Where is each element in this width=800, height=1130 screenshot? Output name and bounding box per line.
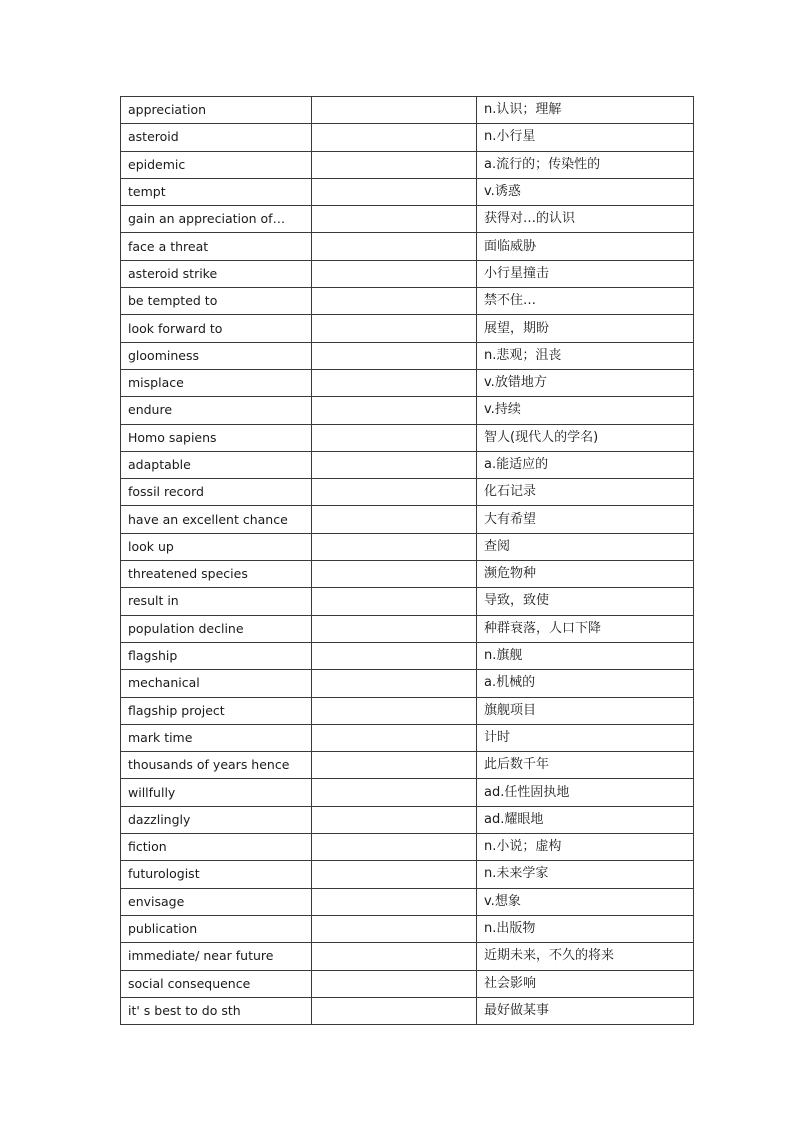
term-cell: look forward to <box>121 315 312 342</box>
table-row <box>121 970 694 997</box>
blank-cell <box>312 342 477 369</box>
definition-cell: 展望，期盼 <box>477 315 694 342</box>
table-row <box>121 206 694 233</box>
table-row <box>121 97 694 124</box>
term-cell: be tempted to <box>121 288 312 315</box>
table-row <box>121 342 694 369</box>
blank-cell <box>312 315 477 342</box>
definition-cell: v.诱惑 <box>477 178 694 205</box>
term-cell: flagship <box>121 642 312 669</box>
term-cell: appreciation <box>121 97 312 124</box>
term-cell: Homo sapiens <box>121 424 312 451</box>
term-cell: misplace <box>121 369 312 396</box>
table-row <box>121 479 694 506</box>
blank-cell <box>312 697 477 724</box>
definition-cell: 近期未来，不久的将来 <box>477 943 694 970</box>
definition-cell: 大有希望 <box>477 506 694 533</box>
table-row <box>121 178 694 205</box>
blank-cell <box>312 943 477 970</box>
table-row <box>121 834 694 861</box>
blank-cell <box>312 233 477 260</box>
definition-cell: n.悲观；沮丧 <box>477 342 694 369</box>
term-cell: adaptable <box>121 451 312 478</box>
definition-cell: a.流行的；传染性的 <box>477 151 694 178</box>
definition-cell: v.想象 <box>477 888 694 915</box>
blank-cell <box>312 615 477 642</box>
blank-cell <box>312 479 477 506</box>
definition-cell: 旗舰项目 <box>477 697 694 724</box>
definition-cell: n.小行星 <box>477 124 694 151</box>
blank-cell <box>312 424 477 451</box>
blank-cell <box>312 915 477 942</box>
table-row <box>121 288 694 315</box>
blank-cell <box>312 206 477 233</box>
term-cell: threatened species <box>121 561 312 588</box>
term-cell: immediate/ near future <box>121 943 312 970</box>
term-cell: flagship project <box>121 697 312 724</box>
vocabulary-table-body <box>121 97 694 1025</box>
definition-cell: 智人(现代人的学名) <box>477 424 694 451</box>
term-cell: dazzlingly <box>121 806 312 833</box>
table-row <box>121 533 694 560</box>
definition-cell: 濒危物种 <box>477 561 694 588</box>
definition-cell: 面临威胁 <box>477 233 694 260</box>
term-cell: face a threat <box>121 233 312 260</box>
definition-cell: ad.耀眼地 <box>477 806 694 833</box>
table-row <box>121 151 694 178</box>
table-row <box>121 888 694 915</box>
table-row <box>121 915 694 942</box>
table-row <box>121 943 694 970</box>
definition-cell: 禁不住… <box>477 288 694 315</box>
term-cell: fossil record <box>121 479 312 506</box>
definition-cell: 获得对…的认识 <box>477 206 694 233</box>
term-cell: mechanical <box>121 670 312 697</box>
term-cell: futurologist <box>121 861 312 888</box>
definition-cell: n.未来学家 <box>477 861 694 888</box>
term-cell: result in <box>121 588 312 615</box>
term-cell: look up <box>121 533 312 560</box>
definition-cell: 最好做某事 <box>477 997 694 1024</box>
blank-cell <box>312 997 477 1024</box>
definition-cell: v.持续 <box>477 397 694 424</box>
table-row <box>121 724 694 751</box>
definition-cell: n.小说；虚构 <box>477 834 694 861</box>
table-row <box>121 779 694 806</box>
blank-cell <box>312 369 477 396</box>
table-row <box>121 124 694 151</box>
definition-cell: 化石记录 <box>477 479 694 506</box>
blank-cell <box>312 861 477 888</box>
blank-cell <box>312 561 477 588</box>
table-row <box>121 997 694 1024</box>
table-row <box>121 642 694 669</box>
table-row <box>121 260 694 287</box>
blank-cell <box>312 724 477 751</box>
blank-cell <box>312 588 477 615</box>
blank-cell <box>312 397 477 424</box>
blank-cell <box>312 97 477 124</box>
table-row <box>121 315 694 342</box>
term-cell: endure <box>121 397 312 424</box>
definition-cell: 此后数千年 <box>477 752 694 779</box>
blank-cell <box>312 834 477 861</box>
definition-cell: n.认识；理解 <box>477 97 694 124</box>
blank-cell <box>312 806 477 833</box>
definition-cell: v.放错地方 <box>477 369 694 396</box>
term-cell: mark time <box>121 724 312 751</box>
table-row <box>121 670 694 697</box>
definition-cell: n.出版物 <box>477 915 694 942</box>
term-cell: gloominess <box>121 342 312 369</box>
definition-cell: 导致，致使 <box>477 588 694 615</box>
blank-cell <box>312 779 477 806</box>
table-row <box>121 424 694 451</box>
term-cell: have an excellent chance <box>121 506 312 533</box>
definition-cell: 社会影响 <box>477 970 694 997</box>
blank-cell <box>312 752 477 779</box>
definition-cell: n.旗舰 <box>477 642 694 669</box>
definition-cell: 计时 <box>477 724 694 751</box>
term-cell: social consequence <box>121 970 312 997</box>
blank-cell <box>312 670 477 697</box>
table-row <box>121 861 694 888</box>
blank-cell <box>312 451 477 478</box>
term-cell: population decline <box>121 615 312 642</box>
table-row <box>121 369 694 396</box>
term-cell: tempt <box>121 178 312 205</box>
term-cell: gain an appreciation of… <box>121 206 312 233</box>
term-cell: envisage <box>121 888 312 915</box>
definition-cell: a.机械的 <box>477 670 694 697</box>
definition-cell: 查阅 <box>477 533 694 560</box>
term-cell: epidemic <box>121 151 312 178</box>
term-cell: thousands of years hence <box>121 752 312 779</box>
blank-cell <box>312 288 477 315</box>
blank-cell <box>312 642 477 669</box>
blank-cell <box>312 124 477 151</box>
definition-cell: 小行星撞击 <box>477 260 694 287</box>
table-row <box>121 752 694 779</box>
term-cell: publication <box>121 915 312 942</box>
definition-cell: ad.任性固执地 <box>477 779 694 806</box>
term-cell: willfully <box>121 779 312 806</box>
table-row <box>121 561 694 588</box>
blank-cell <box>312 506 477 533</box>
blank-cell <box>312 533 477 560</box>
table-row <box>121 588 694 615</box>
vocabulary-table <box>120 96 694 1025</box>
table-row <box>121 233 694 260</box>
table-row <box>121 806 694 833</box>
definition-cell: a.能适应的 <box>477 451 694 478</box>
table-row <box>121 506 694 533</box>
term-cell: asteroid strike <box>121 260 312 287</box>
table-row <box>121 397 694 424</box>
table-row <box>121 697 694 724</box>
definition-cell: 种群衰落，人口下降 <box>477 615 694 642</box>
blank-cell <box>312 888 477 915</box>
blank-cell <box>312 151 477 178</box>
table-row <box>121 451 694 478</box>
term-cell: asteroid <box>121 124 312 151</box>
blank-cell <box>312 260 477 287</box>
table-row <box>121 615 694 642</box>
blank-cell <box>312 178 477 205</box>
term-cell: it' s best to do sth <box>121 997 312 1024</box>
blank-cell <box>312 970 477 997</box>
term-cell: fiction <box>121 834 312 861</box>
